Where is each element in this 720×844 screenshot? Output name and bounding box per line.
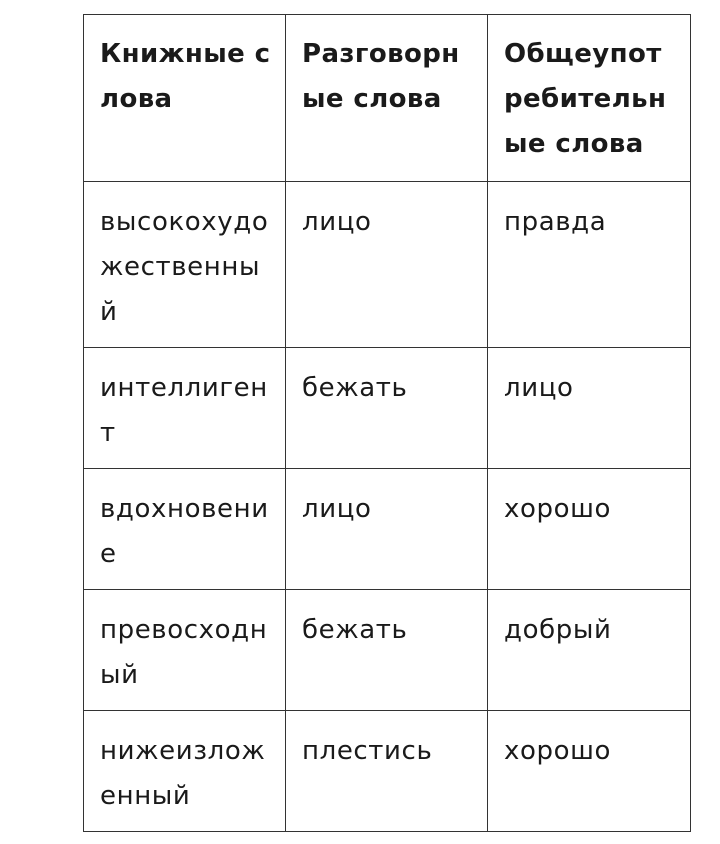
table-row [84,348,691,469]
cell-bookish: превосходный [84,590,286,711]
cell-colloquial: бежать [286,348,488,469]
cell-colloquial: лицо [286,182,488,348]
vocabulary-table [83,14,691,832]
header-colloquial-words: Разговорные слова [286,15,488,182]
table-row [84,182,691,348]
table-header-row [84,15,691,182]
header-common-words: Общеупотребительные слова [488,15,691,182]
table-row [84,590,691,711]
cell-colloquial: лицо [286,469,488,590]
cell-common: правда [488,182,691,348]
table-row [84,711,691,832]
cell-bookish: вдохновение [84,469,286,590]
cell-bookish: высокохудожественный [84,182,286,348]
header-bookish-words: Книжные слова [84,15,286,182]
cell-colloquial: плестись [286,711,488,832]
table-row [84,469,691,590]
cell-common: хорошо [488,711,691,832]
cell-common: хорошо [488,469,691,590]
cell-bookish: нижеизложенный [84,711,286,832]
cell-common: лицо [488,348,691,469]
cell-bookish: интеллигент [84,348,286,469]
cell-common: добрый [488,590,691,711]
cell-colloquial: бежать [286,590,488,711]
